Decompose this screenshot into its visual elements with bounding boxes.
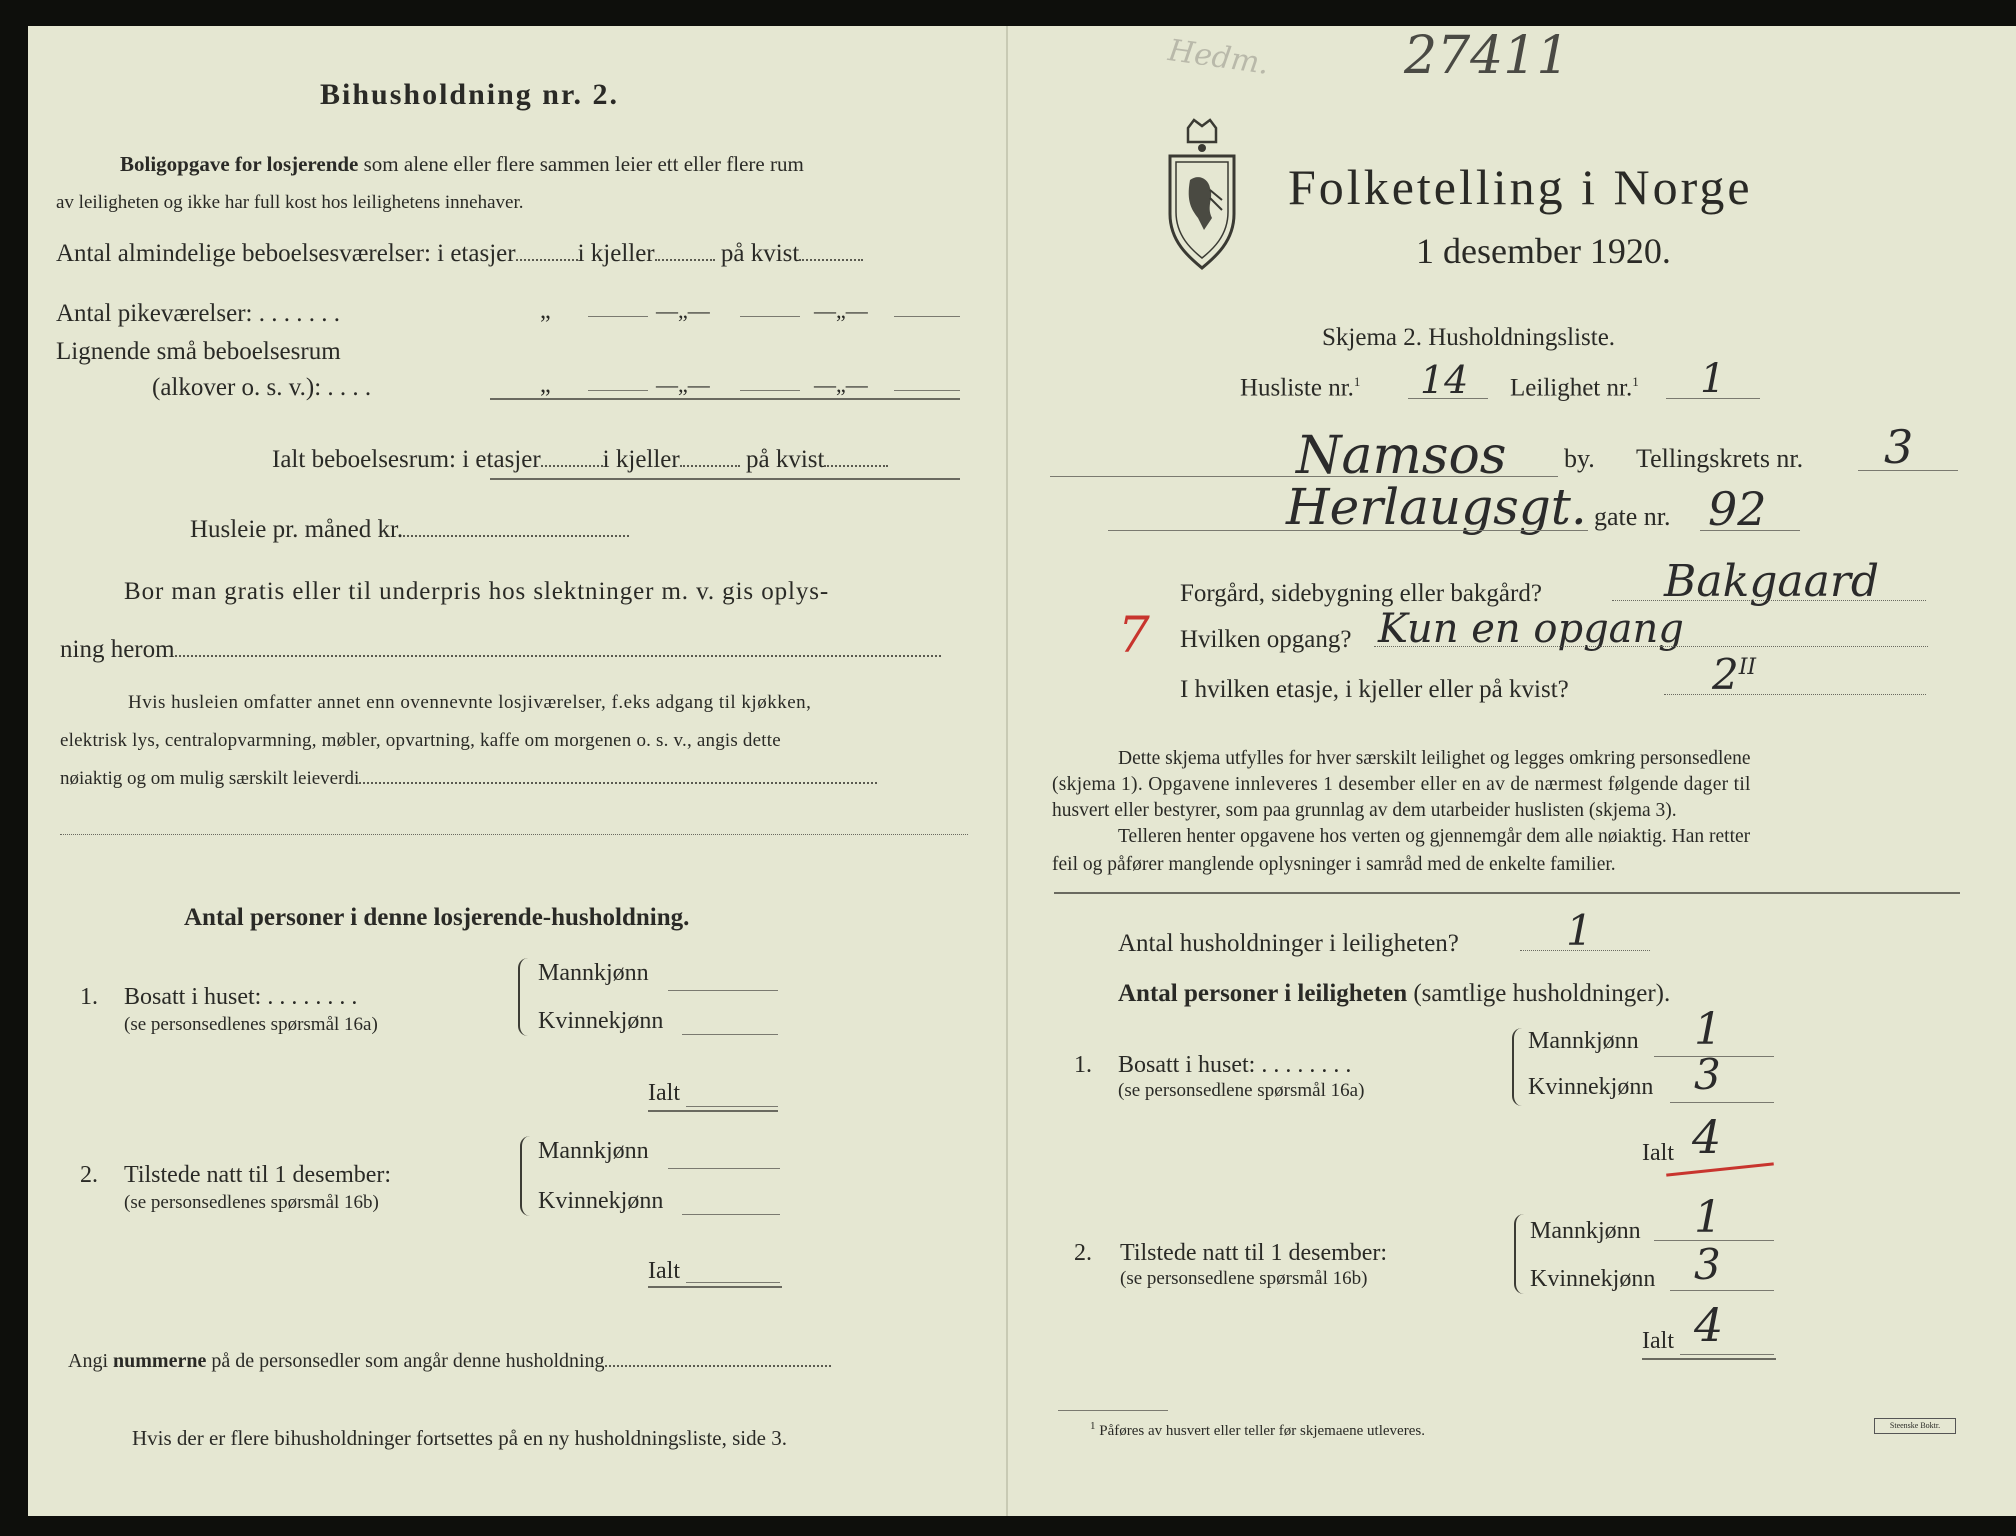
left-q2-ialt-field[interactable]: [686, 1282, 780, 1283]
gate-value[interactable]: 92: [1708, 482, 1767, 536]
pike-field-1[interactable]: [588, 316, 648, 317]
right-q2-mann-label: Mannkjønn: [1530, 1218, 1641, 1244]
instr-line3: husvert eller bestyrer, som paa grunnlag av dem utarbeider huslisten (skjema 3).: [1052, 800, 1677, 821]
lignende-field-1[interactable]: [588, 390, 648, 391]
husleie-field[interactable]: [403, 533, 629, 537]
etasje-label: I hvilken etasje, i kjeller eller på kvist?: [1180, 676, 1569, 703]
ialt-rooms-rule: [490, 478, 960, 480]
coat-of-arms-icon: [1164, 118, 1240, 270]
right-q1-kvinne-label: Kvinnekjønn: [1528, 1074, 1654, 1100]
left-q2-brace: [520, 1136, 536, 1216]
pike-ditto-2: —„—: [656, 298, 710, 323]
husliste-label-text: Husliste nr.: [1240, 374, 1354, 402]
right-persons-heading: [1118, 980, 1670, 1008]
right-q1-label: Bosatt i huset: . . . . . . . .: [1118, 1052, 1352, 1078]
street-field: [1108, 530, 1588, 531]
left-q2-num: 2.: [80, 1162, 98, 1188]
husliste-value[interactable]: 14: [1420, 358, 1469, 402]
right-date: 1 desember 1920.: [1416, 231, 1671, 271]
right-q2-num: 2.: [1074, 1240, 1092, 1266]
husholdninger-label: Antal husholdninger i leiligheten?: [1118, 930, 1459, 957]
pike-field-3[interactable]: [894, 316, 960, 317]
hvis-line2: elektrisk lys, centralopvarmning, møbler, opvartning, kaffe om morgenen o. s. v., angis dette: [60, 730, 781, 751]
left-q1-ialt-field[interactable]: [686, 1106, 778, 1107]
rooms-etasjer-field[interactable]: [516, 257, 578, 261]
angi-post: på de personsedler som angår denne husholdning: [211, 1350, 605, 1372]
right-q1-brace: [1512, 1028, 1528, 1106]
left-intro-bold: Boligopgave for losjerende: [120, 152, 359, 176]
gratis-line2: [60, 636, 941, 664]
left-q2-ialt-label: Ialt: [648, 1258, 680, 1284]
skjema-label: Skjema 2. Husholdningsliste.: [1322, 324, 1616, 351]
left-q1-label: Bosatt i huset: . . . . . . . .: [124, 984, 358, 1010]
city-value[interactable]: Namsos: [1296, 426, 1507, 486]
left-q1-mann-label: Mannkjønn: [538, 960, 649, 986]
lignende-ditto-1: „: [540, 372, 551, 398]
lignende-line1: Lignende små beboelsesrum: [56, 338, 341, 365]
rooms-kvist-label: på kvist: [720, 240, 800, 267]
footnote: [1090, 1420, 1425, 1440]
angi-row: [68, 1350, 831, 1373]
leilighet-field: [1666, 398, 1760, 399]
forgard-value[interactable]: Bakgaard: [1664, 556, 1880, 607]
archive-stamp-faded: Hedm.: [1166, 33, 1272, 82]
page-fold: [1006, 26, 1008, 1516]
tellingskrets-label: Tellingskrets nr.: [1636, 444, 1804, 473]
footnote-text: Påføres av husvert eller teller før skjemaene utleveres.: [1099, 1423, 1425, 1439]
leilighet-value[interactable]: 1: [1700, 356, 1726, 402]
right-q2-ialt-label: Ialt: [1642, 1328, 1674, 1354]
husholdninger-value[interactable]: 1: [1566, 906, 1593, 955]
right-q2-brace: [1514, 1214, 1530, 1294]
hvis-line3: [60, 768, 877, 790]
etasje-value[interactable]: [1712, 650, 1756, 699]
husleie-row: [190, 516, 629, 544]
left-footer: Hvis der er flere bihusholdninger fortsettes på en ny husholdningsliste, side 3.: [132, 1426, 787, 1450]
left-q1-ialt-label: Ialt: [648, 1080, 680, 1106]
lignende-ditto-2: —„—: [656, 372, 710, 397]
right-q2-sub: (se personsedlene spørsmål 16b): [1120, 1268, 1368, 1289]
right-persons-heading-bold: Antal personer i leiligheten: [1118, 980, 1408, 1007]
left-q1-ialt-rule: [648, 1110, 778, 1112]
instr-line4: Telleren henter opgavene hos verten og gjennemgår dem alle nøiaktig. Han retter: [1118, 826, 1751, 847]
left-q2-kvinne-label: Kvinnekjønn: [538, 1188, 664, 1214]
street-value[interactable]: Herlaugsgt.: [1286, 478, 1587, 536]
right-q2-mann-value[interactable]: 1: [1694, 1192, 1722, 1243]
by-label: by.: [1564, 444, 1595, 473]
left-q1-kvinne-label: Kvinnekjønn: [538, 1008, 664, 1034]
left-q2-ialt-rule: [648, 1286, 782, 1288]
right-separator: [1054, 892, 1960, 894]
right-q1-num: 1.: [1074, 1052, 1092, 1078]
etasje-value-suffix: II: [1738, 655, 1757, 680]
rooms-kjeller-field[interactable]: [655, 257, 715, 261]
right-persons-heading-rest: (samtlige husholdninger).: [1413, 980, 1671, 1007]
pike-label: Antal pikeværelser: . . . . . . .: [56, 300, 340, 327]
right-q1-kvinne-field: [1670, 1102, 1774, 1103]
leilighet-label: [1510, 374, 1639, 402]
right-q1-sub: (se personsedlene spørsmål 16a): [1118, 1080, 1365, 1101]
gate-label: gate nr.: [1594, 502, 1671, 531]
left-intro-line2: av leiligheten og ikke har full kost hos leilighetens innehaver.: [56, 192, 524, 213]
opgang-field: [1374, 646, 1928, 647]
margin-mark-red: 7: [1118, 606, 1150, 664]
city-field: [1050, 476, 1558, 477]
gratis-line2-label: ning herom: [60, 636, 175, 663]
lignende-line2: (alkover o. s. v.): . . . .: [152, 374, 372, 401]
right-q2-kvinne-field: [1670, 1290, 1774, 1291]
ialt-rooms-row: [272, 446, 888, 474]
right-title: Folketelling i Norge: [1288, 159, 1753, 215]
pike-ditto-1: „: [540, 298, 551, 324]
right-q1-mann-value[interactable]: 1: [1694, 1004, 1722, 1055]
opgang-label: Hvilken opgang?: [1180, 626, 1352, 653]
left-q1-kvinne-field[interactable]: [682, 1034, 778, 1035]
left-q2-mann-field[interactable]: [668, 1168, 780, 1169]
ialt-etasjer-field[interactable]: [541, 463, 603, 467]
ialt-etasjer-label: i etasjer: [462, 446, 541, 473]
forgard-field: [1612, 600, 1926, 601]
left-q1-brace: [518, 958, 534, 1036]
rooms-kjeller-label: i kjeller: [577, 240, 655, 267]
rooms-label: Antal almindelige beboelsesværelser: i etasjer: [56, 240, 516, 267]
husliste-field: [1408, 398, 1488, 399]
etasje-value-num: 2: [1712, 650, 1739, 699]
ialt-kvist-field[interactable]: [824, 463, 888, 467]
angi-bold: nummerne: [113, 1350, 207, 1372]
hvis-line3-label: nøiaktig og om mulig særskilt leieverdi: [60, 768, 360, 789]
footnote-mark: 1: [1090, 1420, 1096, 1432]
instr-line5: feil og påfører manglende oplysninger i samråd med de enkelte familier.: [1052, 854, 1616, 875]
lignende-sum-rule: [490, 398, 960, 400]
right-q1-ialt-value[interactable]: 4: [1692, 1110, 1722, 1164]
left-q2-kvinne-field[interactable]: [682, 1214, 780, 1215]
lignende-field-3[interactable]: [894, 390, 960, 391]
archive-number: 27411: [1404, 26, 1570, 86]
left-q1-num: 1.: [80, 984, 98, 1010]
leieverdi-field[interactable]: [359, 780, 877, 784]
right-q2-kvinne-value[interactable]: 3: [1694, 1240, 1721, 1289]
leilighet-label-text: Leilighet nr.: [1510, 374, 1633, 402]
tellingskrets-field: [1858, 470, 1958, 471]
rooms-kvist-field[interactable]: [799, 257, 863, 261]
right-q2-ialt-value[interactable]: 4: [1694, 1298, 1724, 1352]
left-title: Bihusholdning nr. 2.: [320, 78, 620, 111]
gate-field: [1700, 530, 1800, 531]
angi-pre: Angi: [68, 1350, 108, 1372]
opgang-value[interactable]: Kun en opgang: [1378, 606, 1684, 652]
left-q1-sub: (se personsedlenes spørsmål 16a): [124, 1014, 378, 1035]
footnote-rule: [1058, 1410, 1168, 1411]
hvis-line1: Hvis husleien omfatter annet enn ovennevnte losjiværelser, f.eks adgang til kjøkken,: [128, 692, 812, 713]
left-q1-mann-field[interactable]: [668, 990, 778, 991]
left-separator: [60, 834, 968, 835]
left-intro-rest: som alene eller flere sammen leier ett eller flere rum: [363, 152, 804, 176]
forgard-label: Forgård, sidebygning eller bakgård?: [1180, 580, 1542, 607]
tellingskrets-value[interactable]: 3: [1884, 420, 1914, 474]
right-q2-ialt-field: [1680, 1354, 1774, 1355]
leilighet-footnote-mark: 1: [1632, 374, 1639, 389]
pike-ditto-3: —„—: [814, 298, 868, 323]
left-q2-mann-label: Mannkjønn: [538, 1138, 649, 1164]
ialt-kjeller-field[interactable]: [680, 463, 740, 467]
husholdninger-field: [1520, 950, 1650, 951]
lignende-ditto-3: —„—: [814, 372, 868, 397]
left-persons-heading: Antal personer i denne losjerende-husholdning.: [184, 904, 690, 931]
left-q2-label: Tilstede natt til 1 desember:: [124, 1162, 392, 1188]
husliste-label: [1240, 374, 1360, 402]
ialt-kjeller-label: i kjeller: [602, 446, 680, 473]
rooms-row: [56, 240, 863, 268]
right-q2-kvinne-label: Kvinnekjønn: [1530, 1266, 1656, 1292]
angi-field[interactable]: [605, 1363, 831, 1367]
pike-field-2[interactable]: [740, 316, 800, 317]
instr-line1: Dette skjema utfylles for hver særskilt leilighet og legges omkring personsedlene: [1118, 748, 1751, 769]
ialt-rooms-label: Ialt beboelsesrum:: [272, 446, 456, 473]
right-q1-ialt-label: Ialt: [1642, 1140, 1674, 1166]
left-intro: [120, 152, 804, 177]
right-q2-ialt-rule: [1642, 1358, 1776, 1360]
right-q1-kvinne-value[interactable]: 3: [1694, 1050, 1721, 1099]
ialt-kvist-label: på kvist: [745, 446, 825, 473]
printer-mark: Steenske Boktr.: [1874, 1418, 1956, 1434]
etasje-field: [1664, 694, 1926, 695]
left-q2-sub: (se personsedlenes spørsmål 16b): [124, 1192, 379, 1213]
lignende-field-2[interactable]: [740, 390, 800, 391]
husleie-label: Husleie pr. måned kr.: [190, 516, 404, 543]
right-q2-label: Tilstede natt til 1 desember:: [1120, 1240, 1388, 1266]
instr-line2: (skjema 1). Opgavene innleveres 1 desember eller en av de nærmest følgende dager til: [1052, 774, 1751, 795]
gratis-field[interactable]: [175, 653, 941, 657]
gratis-line1: Bor man gratis eller til underpris hos slektninger m. v. gis oplys-: [124, 578, 830, 605]
right-q1-mann-label: Mannkjønn: [1528, 1028, 1639, 1054]
husliste-footnote-mark: 1: [1353, 374, 1361, 389]
